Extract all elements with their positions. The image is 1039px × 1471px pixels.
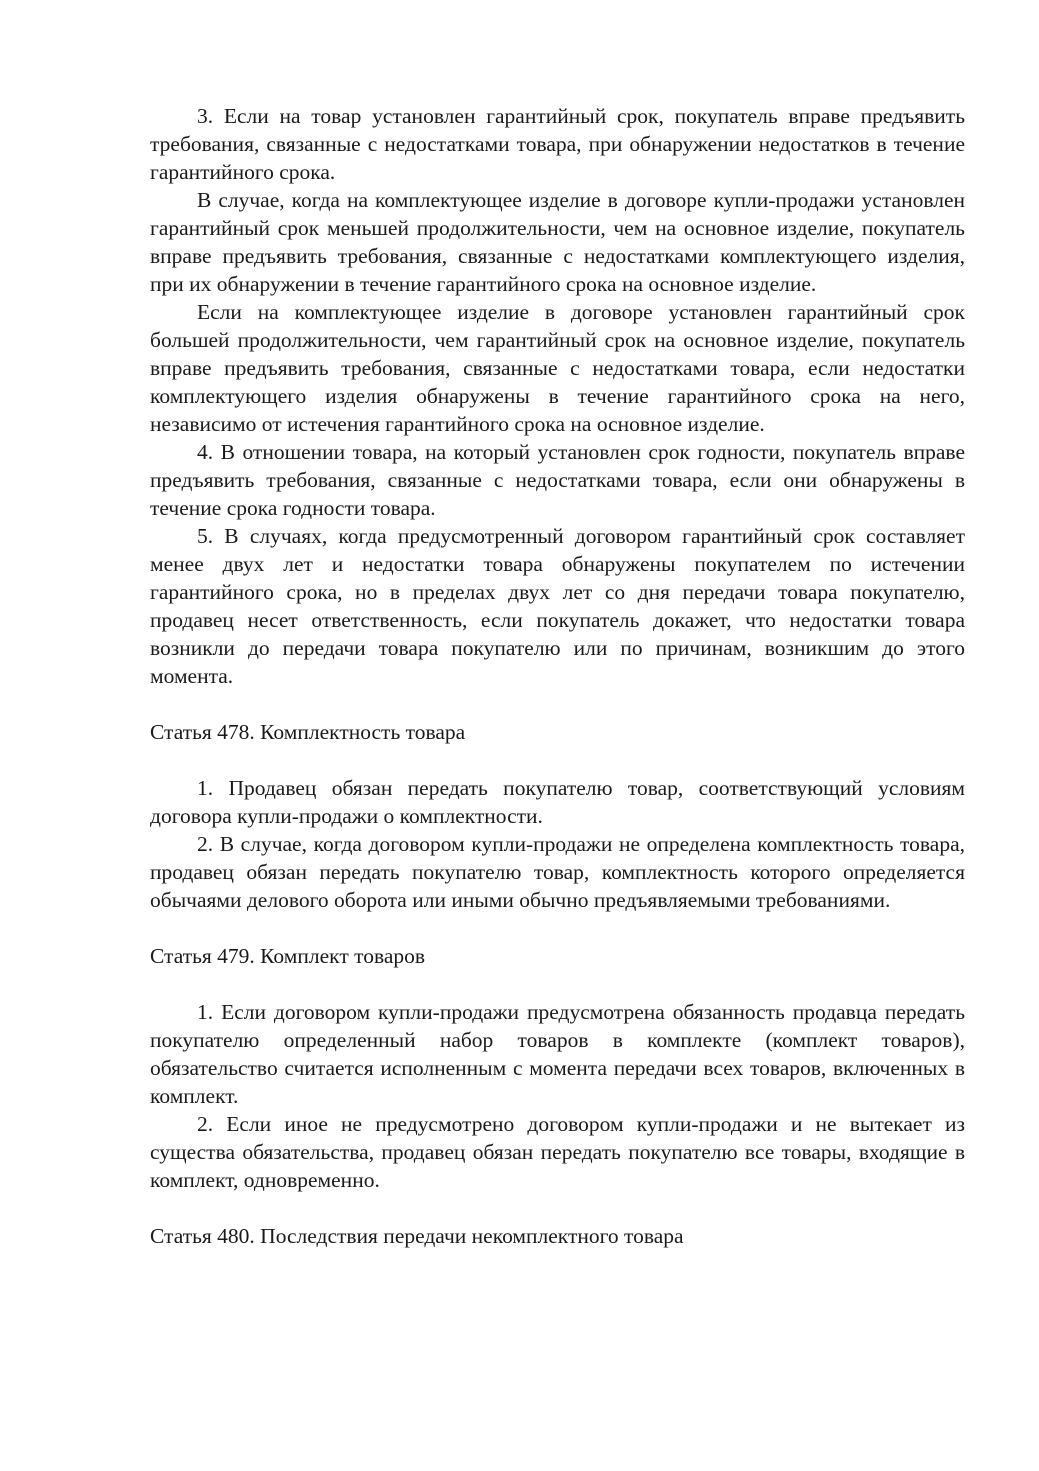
article-479-paragraph-1: 1. Если договором купли-продажи предусмотрена обязанность продавца передать покупателю определенный набор товаров в комплекте (комплект товаров), обязательство считается исполненным с момента передачи всех товаров, включенных в комплект. — [150, 1000, 965, 1108]
article-478-heading: Статья 478. Комплектность товара — [150, 720, 466, 744]
article-480-heading: Статья 480. Последствия передачи некомплектного товара — [150, 1224, 684, 1248]
article-479-heading: Статья 479. Комплект товаров — [150, 944, 426, 968]
paragraph-3-warranty: 3. Если на товар установлен гарантийный срок, покупатель вправе предъявить требования, связанные с недостатками товара, при обнаружении недостатков в течение гарантийного срока. — [150, 104, 965, 184]
document-page — [150, 102, 965, 1278]
paragraph-4-shelf-life: 4. В отношении товара, на который установлен срок годности, покупатель вправе предъявить требования, связанные с недостатками товара, если они обнаружены в течение срока годности товара. — [150, 440, 965, 520]
paragraph-component-shorter-warranty: В случае, когда на комплектующее изделие в договоре купли-продажи установлен гарантийный срок меньшей продолжительности, чем на основное изделие, покупатель вправе предъявить требования, связанные с недостатками комплектующего изделия, при их обнаружении в течение гарантийного срока на основное изделие. — [150, 188, 965, 296]
paragraph-5-two-years: 5. В случаях, когда предусмотренный договором гарантийный срок составляет менее двух лет и недостатки товара обнаружены покупателем по истечении гарантийного срока, но в пределах двух лет со дня передачи товара покупателю, продавец несет ответственность, если покупатель докажет, что недостатки товара возникли до передачи товара покупателю или по причинам, возникшим до этого момента. — [150, 524, 965, 688]
article-478-paragraph-2: 2. В случае, когда договором купли-продажи не определена комплектность товара, продавец обязан передать покупателю товар, комплектность которого определяется обычаями делового оборота или иными обычно предъявляемыми требованиями. — [150, 832, 965, 912]
article-478-paragraph-1: 1. Продавец обязан передать покупателю товар, соответствующий условиям договора купли-продажи о комплектности. — [150, 776, 965, 828]
paragraph-component-longer-warranty: Если на комплектующее изделие в договоре установлен гарантийный срок большей продолжительности, чем гарантийный срок на основное изделие, покупатель вправе предъявить требования, связанные с недостатками товара, если недостатки комплектующего изделия обнаружены в течение гарантийного срока на него, независимо от истечения гарантийного срока на основное изделие. — [150, 300, 965, 436]
article-479-paragraph-2: 2. Если иное не предусмотрено договором купли-продажи и не вытекает из существа обязательства, продавец обязан передать покупателю все товары, входящие в комплект, одновременно. — [150, 1112, 965, 1192]
